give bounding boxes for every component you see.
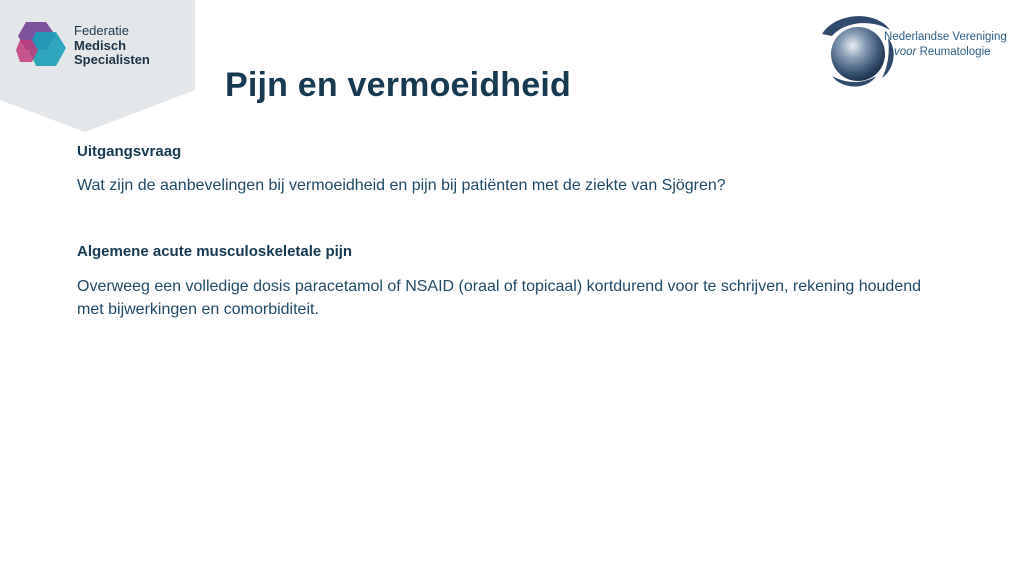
fms-logo-line1: Federatie bbox=[74, 23, 129, 38]
fms-logo-line2: Medisch bbox=[74, 37, 127, 53]
section-text-pijn: Overweeg een volledige dosis paracetamol of NSAID (oraal of topicaal) kortdurend voor te schrijven, rekening houdend met bijwerkingen en comorbiditeit. bbox=[77, 278, 922, 318]
section-heading-pijn: Algemene acute musculoskeletale pijn bbox=[77, 243, 353, 260]
nvr-logo-line2-rest: Reumatologie bbox=[916, 46, 991, 58]
nvr-logo bbox=[818, 12, 1018, 90]
nvr-logo-line2 bbox=[884, 45, 1007, 60]
fms-logo-line3: Specialisten bbox=[74, 52, 150, 67]
nvr-logo-line1: Nederlandse Vereniging bbox=[884, 31, 1007, 43]
fms-logo-icon bbox=[16, 18, 66, 70]
nvr-logo-text bbox=[884, 30, 1007, 60]
fms-header-banner bbox=[0, 0, 195, 132]
section-heading-uitgangsvraag: Uitgangsvraag bbox=[77, 143, 182, 160]
fms-logo-text bbox=[74, 24, 150, 68]
page-title: Pijn en vermoeidheid bbox=[225, 66, 571, 104]
section-text-uitgangsvraag: Wat zijn de aanbevelingen bij vermoeidheid en pijn bij patiënten met de ziekte van Sjögren? bbox=[77, 177, 726, 194]
nvr-logo-line2-italic: voor bbox=[894, 46, 917, 58]
